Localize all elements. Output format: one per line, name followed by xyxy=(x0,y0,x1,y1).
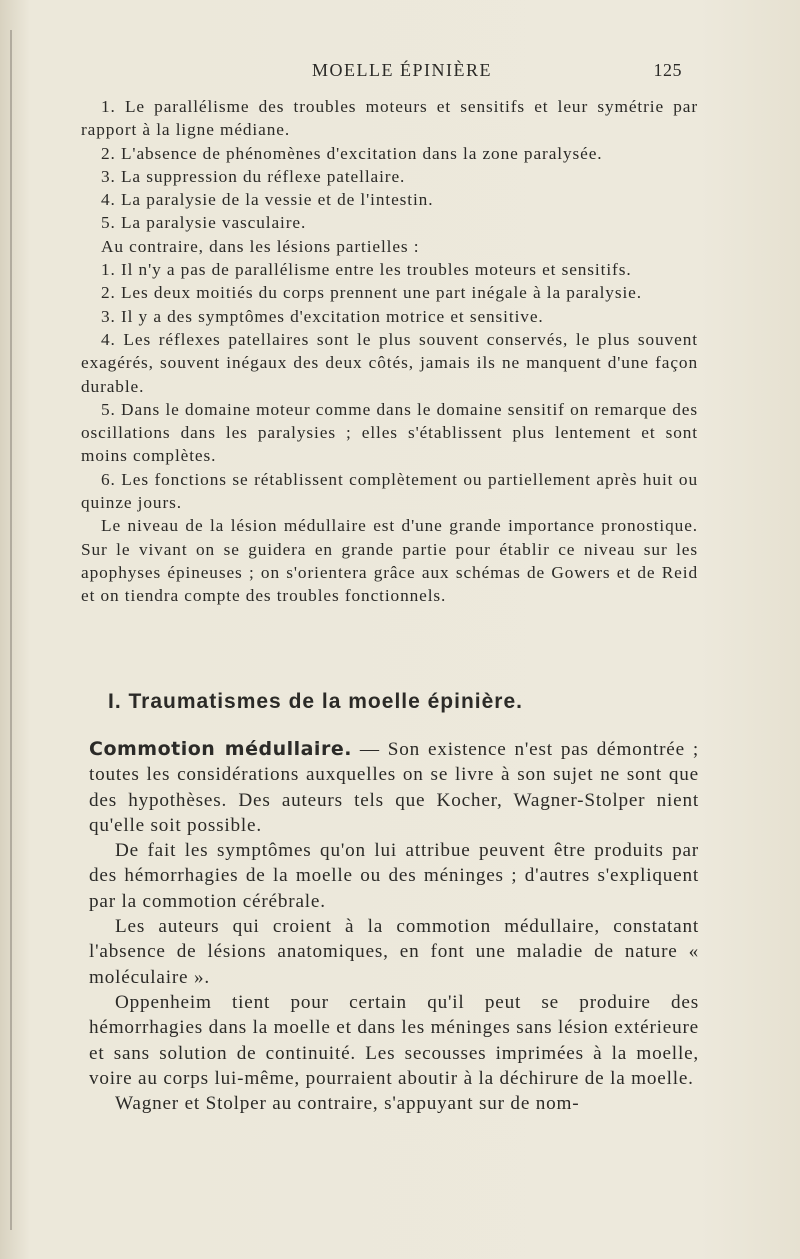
list-item: 5. Dans le domaine moteur comme dans le domaine sensitif on remarque des oscillations dans les paralysies ; elles s'établissent plus lentement et sont moins complètes. xyxy=(81,399,698,466)
paragraph: Le niveau de la lésion médullaire est d'une grande importance pronostique. Sur le vivant on se guidera en grande partie pour établir ce niveau sur les apophyses épineuses ; on s'orientera grâce aux schémas de Gowers et de Reid et on tiendra compte des troubles fonctionnels. xyxy=(81,516,698,606)
paragraph: Au contraire, dans les lésions partielles : xyxy=(101,236,420,256)
page-number: 125 xyxy=(653,60,682,80)
running-title: MOELLE ÉPINIÈRE xyxy=(312,60,492,80)
lower-text-block xyxy=(89,737,699,1116)
list-item: 5. La paralysie vasculaire. xyxy=(101,213,307,233)
list-item: 1. Le parallélisme des troubles moteurs et sensitifs et leur symétrie par rapport à la ligne médiane. xyxy=(81,97,698,140)
paragraph: Oppenheim tient pour certain qu'il peut se produire des hémorrhagies dans la moelle et dans les méninges sans lésion extérieure et sans solution de continuité. Les secousses imprimées à la moelle, voire au corps lui-même, pourraient aboutir à la déchirure de la moelle. xyxy=(89,991,699,1089)
upper-text-block xyxy=(81,95,698,608)
running-header xyxy=(312,60,682,86)
runin-title: Commotion médullaire. xyxy=(89,738,352,760)
paragraph: De fait les symptômes qu'on lui attribue peuvent être produits par des hémorrhagies de la moelle ou des méninges ; d'autres s'expliquent par la commotion cérébrale. xyxy=(89,840,699,912)
paragraph xyxy=(89,737,699,838)
list-item: 1. Il n'y a pas de parallélisme entre les troubles moteurs et sensitifs. xyxy=(101,260,632,280)
paragraph-text: — Son existence n'est pas démontrée ; toutes les considérations auxquelles on se livre à son sujet ne sont que des hypothèses. Des auteurs tels que Kocher, Wagner-Stolper nient qu'elle soit possible. xyxy=(89,739,699,836)
list-item: 3. Il y a des symptômes d'excitation motrice et sensitive. xyxy=(101,306,544,326)
list-item: 2. L'absence de phénomènes d'excitation dans la zone paralysée. xyxy=(101,143,603,163)
list-item: 4. Les réflexes patellaires sont le plus souvent conservés, le plus souvent exagérés, souvent inégaux des deux côtés, jamais ils ne manquent d'une façon durable. xyxy=(81,329,698,396)
list-item: 2. Les deux moitiés du corps prennent une part inégale à la paralysie. xyxy=(101,283,642,303)
page-edge-line xyxy=(10,30,12,1230)
section-heading: I. Traumatismes de la moelle épinière. xyxy=(108,690,523,713)
list-item: 4. La paralysie de la vessie et de l'intestin. xyxy=(101,190,434,210)
list-item: 6. Les fonctions se rétablissent complètement ou partiellement après huit ou quinze jours. xyxy=(81,469,698,513)
paragraph: Les auteurs qui croient à la commotion médullaire, constatant l'absence de lésions anatomiques, en font une maladie de nature « moléculaire ». xyxy=(89,916,699,988)
list-item: 3. La suppression du réflexe patellaire. xyxy=(101,166,406,186)
paragraph: Wagner et Stolper au contraire, s'appuyant sur de nom- xyxy=(115,1093,580,1115)
